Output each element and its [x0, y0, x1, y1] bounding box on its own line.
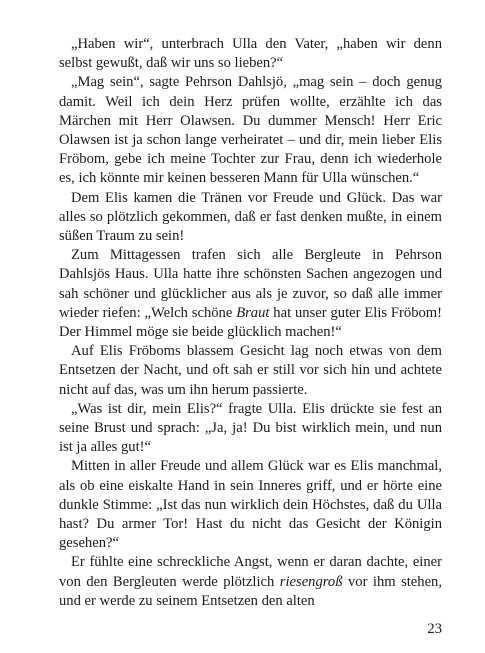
paragraph-1: „Haben wir“, unterbrach Ulla den Vater, „haben wir denn selbst gewußt, daß wir uns so lieben?“: [59, 36, 442, 72]
paragraph-4-text-before: Zum Mittagessen trafen sich alle Bergleute in Pehrson Dahlsjös Haus. Ulla hatte ihre schönsten Sachen angezogen und sah schöner und glücklicher aus als je zuvor, so daß alle immer wieder riefen: „Welch schöne: [59, 247, 442, 321]
paragraph-5: Auf Elis Fröboms blassem Gesicht lag noch etwas von dem Entsetzen der Nacht, und oft sah er still vor sich hin und achtete nicht auf das, was um ihn herum passierte.: [59, 343, 442, 398]
paragraph-4-italic-word: Braut: [236, 304, 270, 321]
page-number: 23: [427, 621, 442, 637]
paragraph-8: [59, 553, 442, 611]
paragraph-8-text-after: vor ihm stehen, und er werde zu seinem Entsetzen den alten: [59, 573, 442, 609]
paragraph-4-text-after: hat unser guter Elis Fröbom! Der Himmel möge sie beide glücklich machen!“: [59, 304, 442, 341]
body-text: [59, 35, 442, 611]
paragraph-8-italic-word: riesengroß: [279, 573, 343, 590]
paragraph-4: [59, 246, 442, 342]
paragraph-3: Dem Elis kamen die Tränen vor Freude und Glück. Das war alles so plötzlich gekommen, daß er fast denken mußte, in einem süßen Traum zu sein!: [59, 189, 442, 245]
paragraph-6: „Was ist dir, mein Elis?“ fragte Ulla. Elis drückte sie fest an seine Brust und sprach: „Ja, ja! Du bist wirklich mein, und nun ist ja alles gut!“: [59, 400, 442, 456]
paragraph-2: „Mag sein“, sagte Pehrson Dahlsjö, „mag sein – doch genug damit. Weil ich dein Herz prüfen wollte, erzählte ich das Märchen mit Herr Olawsen. Du dummer Mensch! Herr Eric Olawsen ist ja schon lange verheiratet – und dir, mein lieber Elis Fröbom, gebe ich meine Tochter zur Frau, denn ich wiederhole es, ich könnte mir keinen besseren Mann für Ulla wünschen.“: [59, 74, 442, 187]
paragraph-8-text-before: Er fühlte eine schreckliche Angst, wenn er daran dachte, einer von den Bergleuten werde plötzlich: [59, 554, 442, 590]
paragraph-7: Mitten in aller Freude und allem Glück war es Elis manchmal, als ob eine eiskalte Hand in sein Inneres griff, und er hörte eine dunkle Stimme: „Ist das nun wirklich dein Höchstes, daß du Ulla hast? Du armer Tor! Hast du nicht das Gesicht der Königin gesehen?“: [59, 458, 442, 552]
